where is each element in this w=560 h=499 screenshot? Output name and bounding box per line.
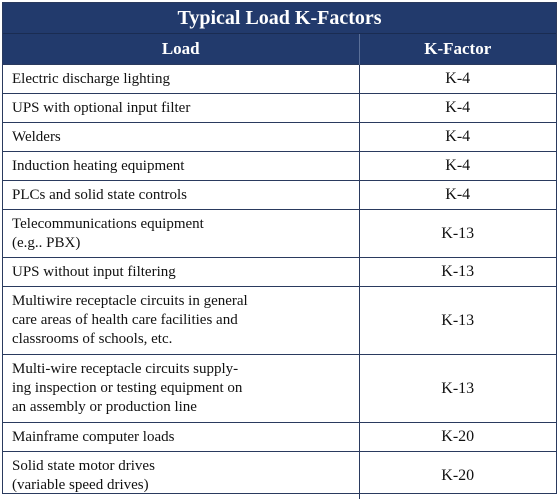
k-factor-cell: K-4: [359, 94, 556, 123]
load-cell: Multi-wire receptacle circuits supply- ing inspection or testing equipment on an assembly or production line: [3, 355, 359, 423]
table-row: [3, 258, 556, 287]
table-title-row: [3, 3, 556, 34]
table-row: [3, 65, 556, 94]
table-header-row: [3, 34, 556, 65]
load-cell: UPS with optional input filter: [3, 94, 359, 123]
table-row: [3, 452, 556, 499]
load-cell: Solid state motor drives (variable speed drives): [3, 452, 359, 499]
k-factor-cell: K-13: [359, 258, 556, 287]
k-factor-table-frame: [2, 2, 557, 494]
table-row: [3, 94, 556, 123]
table-row: [3, 355, 556, 423]
k-factor-cell: K-20: [359, 423, 556, 452]
table-row: [3, 152, 556, 181]
table-row: [3, 210, 556, 258]
column-header-k-factor: K-Factor: [359, 34, 556, 65]
k-factor-cell: K-13: [359, 355, 556, 423]
k-factor-cell: K-4: [359, 123, 556, 152]
load-cell: Telecommunications equipment (e.g.. PBX): [3, 210, 359, 258]
table-title: Typical Load K-Factors: [3, 3, 556, 34]
load-cell: Welders: [3, 123, 359, 152]
k-factor-table: [3, 3, 556, 499]
k-factor-cell: K-4: [359, 65, 556, 94]
k-factor-cell: K-4: [359, 181, 556, 210]
k-factor-cell: K-13: [359, 210, 556, 258]
table-row: [3, 423, 556, 452]
load-cell: Multiwire receptacle circuits in general care areas of health care facilities and classrooms of schools, etc.: [3, 287, 359, 355]
column-header-load: Load: [3, 34, 359, 65]
k-factor-cell: K-13: [359, 287, 556, 355]
load-cell: Electric discharge lighting: [3, 65, 359, 94]
load-cell: UPS without input filtering: [3, 258, 359, 287]
table-row: [3, 287, 556, 355]
table-row: [3, 123, 556, 152]
table-row: [3, 181, 556, 210]
load-cell: PLCs and solid state controls: [3, 181, 359, 210]
load-cell: Induction heating equipment: [3, 152, 359, 181]
load-cell: Mainframe computer loads: [3, 423, 359, 452]
k-factor-cell: K-4: [359, 152, 556, 181]
k-factor-cell: K-20: [359, 452, 556, 499]
